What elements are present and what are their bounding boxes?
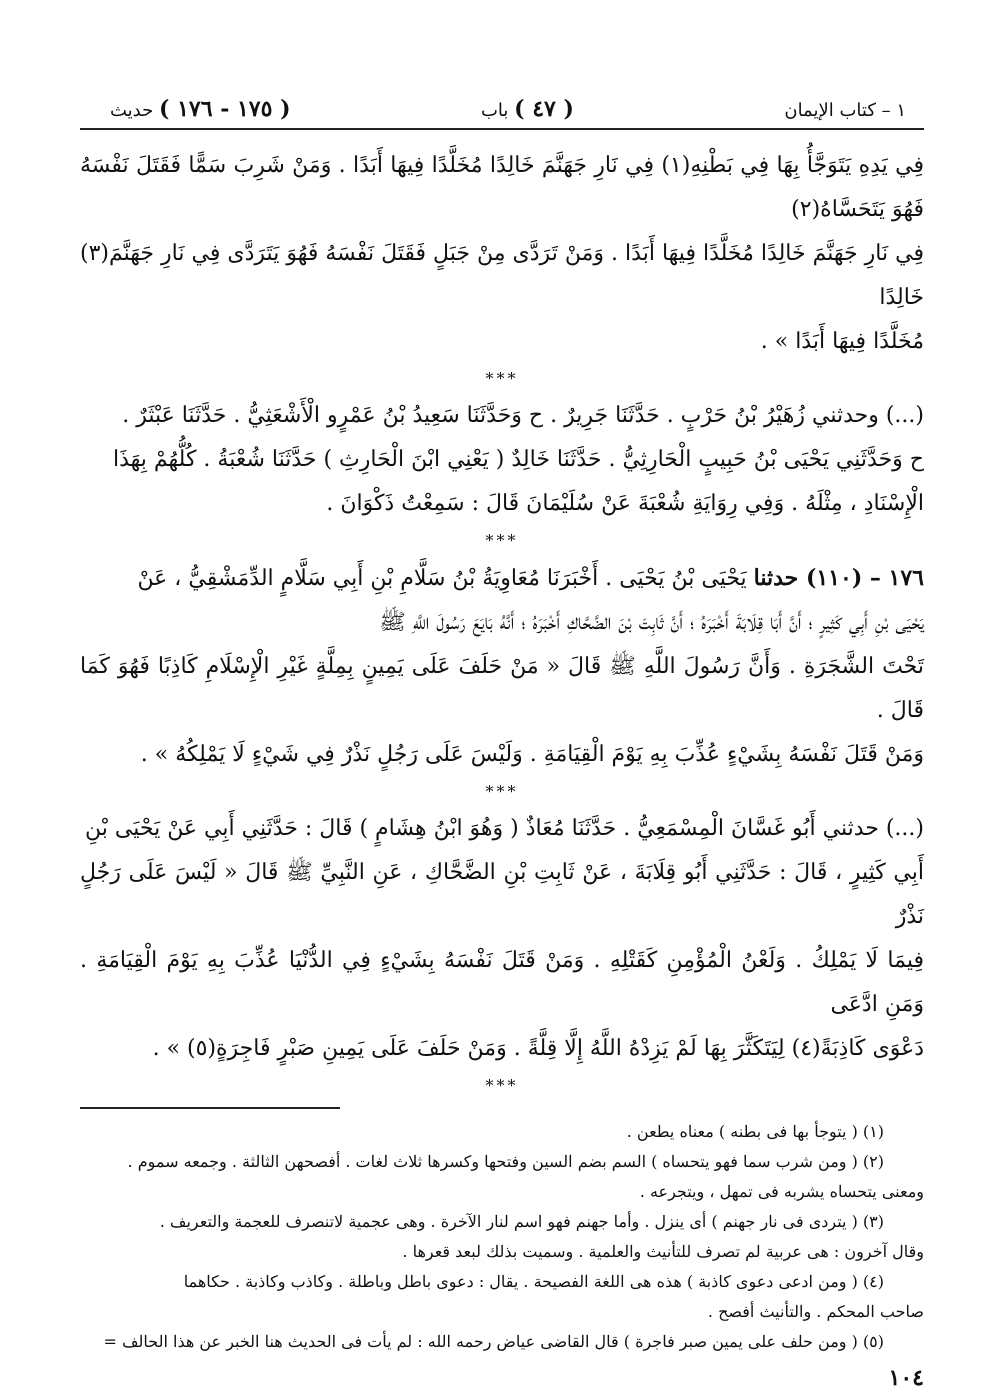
footnote-line: (٢) ( ومن شرب سما فهو يتحساه ) السم بضم السين وفتحها وكسرها ثلاث لغات . أفصحهن الثالثة . وجمعه سموم . [127,1152,884,1171]
header-chapter-word: باب [480,100,509,121]
section-divider: *** [485,782,519,801]
text-line: تَحْتَ الشَّجَرَةِ . وَأَنَّ رَسُولَ اللَّهِ ﷺ قَالَ « مَنْ حَلَفَ عَلَى يَمِينٍ بِمِلَّةٍ غَيْرِ الْإِسْلَامِ كَاذِبًا فَهُوَ كَمَا قَالَ . [80,654,924,723]
text-line: أَبِي كَثِيرٍ ، قَالَ : حَدَّثَنِي أَبُو قِلَابَةَ ، عَنْ ثَابِتِ بْنِ الضَّحَّاكِ ، عَنِ النَّبِيِّ ﷺ قَالَ « لَيْسَ عَلَى رَجُلٍ نَذْرٌ [80,860,924,929]
section-isnad-1 [80,394,924,526]
section-continuation [80,144,924,364]
header-chapter [481,96,574,122]
footnotes [80,1117,924,1357]
text-line: فِي نَارِ جَهَنَّمَ خَالِدًا مُخَلَّدًا فِيهَا أَبَدًا . وَمَنْ تَرَدَّى مِنْ جَبَلٍ فَقَتَلَ نَفْسَهُ فَهُوَ يَتَرَدَّى فِي نَارِ جَهَنَّمَ(٣) خَالِدًا [80,241,924,310]
section-isnad-2 [80,807,924,1071]
text-line: يَحْيَى بْنِ أَبِي كَثِيرٍ ؛ أَنَّ أَبَا قِلَابَةَ أَخْبَرَهُ ؛ أَنَّ ثَابِتَ بْنَ الضَّحَّاكِ أَخْبَرَهُ ؛ أَنَّهُ بَايَعَ رَسُولَ اللَّهِ ﷺ [379,610,924,635]
hadith-number: ١٧٦ – (١١٠) حدثنا [753,565,924,591]
running-header [80,96,924,130]
text-line: فِي يَدِهِ يَتَوَجَّأُ بِهَا فِي بَطْنِهِ(١) فِي نَارِ جَهَنَّمَ خَالِدًا مُخَلَّدًا فِيهَا أَبَدًا . وَمَنْ شَرِبَ سَمًّا فَقَتَلَ نَفْسَهُ فَهُوَ يَتَحَسَّاهُ(٢) [80,153,925,222]
footnote-line: (٥) ( ومن حلف على يمين صبر فاجرة ) قال القاضى عياض رحمه الله : لم يأت فى الحديث هنا الخبر عن هذا الحالف = [103,1332,884,1351]
text-line: دَعْوَى كَاذِبَةً(٤) لِيَتَكَثَّرَ بِهَا لَمْ يَزِدْهُ اللَّهُ إِلَّا قِلَّةً . وَمَنْ حَلَفَ عَلَى يَمِينِ صَبْرٍ فَاجِرَةٍ(٥) » . [152,1036,924,1061]
text-line: وَمَنْ قَتَلَ نَفْسَهُ بِشَيْءٍ عُذِّبَ بِهِ يَوْمَ الْقِيَامَةِ . وَلَيْسَ عَلَى رَجُلٍ نَذْرٌ فِي شَيْءٍ لَا يَمْلِكُهُ » . [140,742,924,767]
footnote-line: (١) ( يتوجأ بها فى بطنه ) معناه يطعن . [626,1122,884,1141]
header-book-title: ١ – كتاب الإيمان [784,100,906,121]
footnote-line: وقال آخرون : هى عربية لم تصرف للتأنيث والعلمية . وسميت بذلك لبعد قعرها . [402,1242,924,1261]
section-divider: *** [485,369,519,388]
page-number: ١٠٤ [888,1365,924,1391]
footnote-separator [80,1107,340,1109]
header-chapter-number: ( ٤٧ ) [514,96,574,122]
header-hadith-word: حديث [110,100,154,121]
text-line: ح وَحَدَّثَنِي يَحْيَى بْنُ حَبِيبٍ الْحَارِثِيُّ . حَدَّثَنَا خَالِدٌ ( يَعْنِي ابْنَ الْحَارِثِ ) حَدَّثَنَا شُعْبَةُ . كُلُّهُمْ بِهَذَا [112,447,924,472]
section-hadith-176 [80,556,924,777]
text-line: مُخَلَّدًا فِيهَا أَبَدًا » . [760,329,924,354]
text-line: الْإِسْنَادِ ، مِثْلَهُ . وَفِي رِوَايَةِ شُعْبَةَ عَنْ سُلَيْمَانَ قَالَ : سَمِعْتُ ذَكْوَانَ . [326,491,924,516]
section-divider: *** [485,531,519,550]
footnote-line: صاحب المحكم . والتأنيث أفصح . [707,1302,924,1321]
text-line: فِيمَا لَا يَمْلِكُ . وَلَعْنُ الْمُؤْمِنِ كَقَتْلِهِ . وَمَنْ قَتَلَ نَفْسَهُ بِشَيْءٍ فِي الدُّنْيَا عُذِّبَ بِهِ يَوْمَ الْقِيَامَةِ . وَمَنِ ادَّعَى [80,948,924,1017]
text-line: (...) وحدثني زُهَيْرُ بْنُ حَرْبٍ . حَدَّثَنَا جَرِيرٌ . ح وَحَدَّثَنَا سَعِيدُ بْنُ عَمْرٍو الْأَشْعَثِيُّ . حَدَّثَنَا عَبْثَرٌ . [122,403,924,428]
footnote-line: (٣) ( يتردى فى نار جهنم ) أى ينزل . وأما جهنم فهو اسم لنار الآخرة . وهى عجمية لاتنصرف للعجمة والتعريف . [159,1212,884,1231]
section-divider: *** [485,1076,519,1095]
footnote-line: ومعنى يتحساه يشربه فى تمهل ، ويتجرعه . [639,1182,924,1201]
text-span: يَحْيَى بْنُ يَحْيَى . أَخْبَرَنَا مُعَاوِيَةُ بْنُ سَلَّامِ بْنِ أَبِي سَلَّامٍ الدِّمَشْقِيُّ ، عَنْ [137,566,747,591]
footnote-line: (٤) ( ومن ادعى دعوى كاذبة ) هذه هى اللغة الفصيحة . يقال : دعوى باطل وباطلة . وكاذب وكاذبة . حكاهما [183,1272,884,1291]
text-line: (...) حدثني أَبُو غَسَّانَ الْمِسْمَعِيُّ . حَدَّثَنَا مُعَاذٌ ( وَهُوَ ابْنُ هِشَامٍ ) قَالَ : حَدَّثَنِي أَبِي عَنْ يَحْيَى بْنِ [85,816,924,841]
header-hadith-range: ( ١٧٥ - ١٧٦ ) [159,96,291,122]
text-line [80,556,924,601]
header-hadith [110,96,291,122]
